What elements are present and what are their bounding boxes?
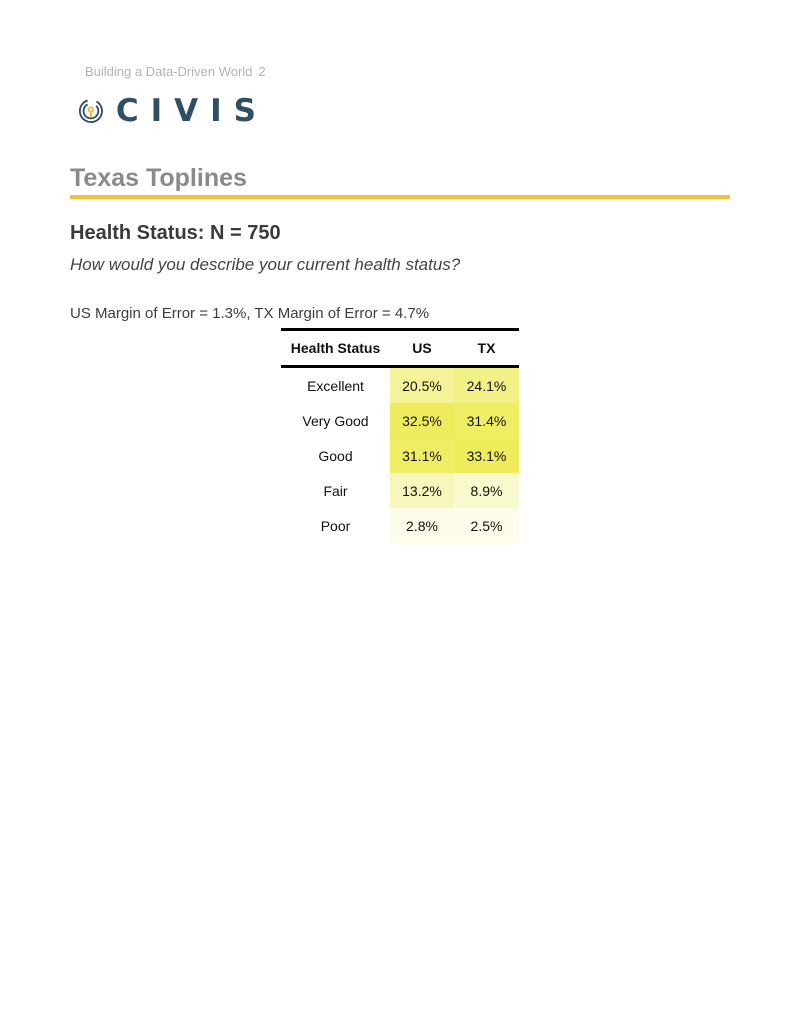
table-row xyxy=(281,473,519,508)
civis-logo-icon xyxy=(78,83,104,139)
table-row xyxy=(281,367,519,404)
table-row xyxy=(281,403,519,438)
table-row xyxy=(281,508,519,543)
tx-value-cell: 8.9% xyxy=(454,473,519,508)
civis-logo xyxy=(78,83,268,139)
us-value-cell: 31.1% xyxy=(390,438,454,473)
column-header-us: US xyxy=(390,330,454,367)
question-text: How would you describe your current health status? xyxy=(70,255,461,274)
tx-value-cell: 31.4% xyxy=(454,403,519,438)
logo-wordmark: CIVIS xyxy=(115,93,268,129)
table-header-row xyxy=(281,330,519,367)
us-value-cell: 2.8% xyxy=(390,508,454,543)
tx-value-cell: 2.5% xyxy=(454,508,519,543)
tx-value-cell: 33.1% xyxy=(454,438,519,473)
section-title: Texas Toplines xyxy=(70,164,247,192)
row-label: Poor xyxy=(320,517,351,534)
running-header xyxy=(85,64,266,79)
table-row xyxy=(281,438,519,473)
row-label: Very Good xyxy=(302,412,369,429)
us-value-cell: 32.5% xyxy=(390,403,454,438)
tx-value-cell: 24.1% xyxy=(454,367,519,404)
column-header-tx: TX xyxy=(454,330,519,367)
us-value-cell: 13.2% xyxy=(390,473,454,508)
section-divider xyxy=(70,195,730,199)
page-number: 2 xyxy=(258,64,266,79)
running-title: Building a Data-Driven World xyxy=(85,64,253,79)
row-label: Good xyxy=(318,447,353,464)
column-header-health-status: Health Status xyxy=(281,330,390,367)
health-status-table xyxy=(281,328,519,543)
row-label: Fair xyxy=(323,482,348,499)
margin-of-error-note: US Margin of Error = 1.3%, TX Margin of Error = 4.7% xyxy=(70,305,430,322)
us-value-cell: 20.5% xyxy=(390,367,454,404)
question-heading: Health Status: N = 750 xyxy=(70,222,281,244)
row-label: Excellent xyxy=(307,377,364,394)
